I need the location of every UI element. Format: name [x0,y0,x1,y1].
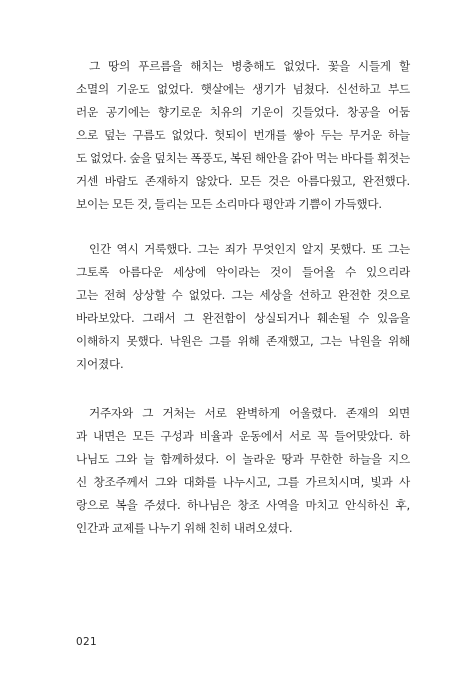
paragraph-line: 소멸의 기운도 없었다. 햇살에는 생기가 넘쳤다. 신선하고 부드 [76,82,410,96]
paragraph-line: 나님도 그와 늘 함께하셨다. 이 놀라운 땅과 무한한 하늘을 지으 [76,452,410,466]
paragraph-line: 랑으로 복을 주셨다. 하나님은 창조 사역을 마치고 안식하신 후, [76,498,410,512]
paragraph-line: 과 내면은 모든 구성과 비율과 운동에서 서로 꼭 들어맞았다. 하 [76,429,410,443]
paragraph-3 [76,402,410,540]
paragraph-line: 그 땅의 푸르름을 해치는 병충해도 없었다. 꽃을 시들게 할 [89,59,410,73]
paragraph-line: 신 창조주께서 그와 대화를 나누시고, 그를 가르치시며, 빛과 사 [76,475,410,489]
paragraph-line: 그토록 아름다운 세상에 악이라는 것이 들어올 수 있으리라 [76,265,410,279]
page-number: 021 [76,636,97,648]
paragraph-line: 거주자와 그 거처는 서로 완벽하게 어울렸다. 존재의 외면 [89,406,410,420]
paragraph-line: 인간 역시 거룩했다. 그는 죄가 무엇인지 알지 못했다. 또 그는 [89,242,410,256]
paragraph-1 [76,55,410,216]
paragraph-line: 바라보았다. 그래서 그 완전함이 상실되거나 훼손될 수 있음을 [76,311,410,325]
paragraph-line: 도 없었다. 숲을 덮치는 폭풍도, 복된 해안을 갉아 먹는 바다를 휘젓는 [76,151,410,165]
paragraph-line: 인간과 교제를 나누기 위해 친히 내려오셨다. [76,521,293,535]
paragraph-line: 고는 전혀 상상할 수 없었다. 그는 세상을 선하고 완전한 것으로 [76,288,410,302]
paragraph-line: 거센 바람도 존재하지 않았다. 모든 것은 아름다웠고, 완전했다. [76,174,410,188]
paragraph-line: 러운 공기에는 향기로운 치유의 기운이 깃들었다. 창공을 어둠 [76,105,410,119]
paragraph-line: 으로 덮는 구름도 없었다. 헛되이 번개를 쌓아 두는 무거운 하늘 [76,128,410,142]
paragraph-line: 이해하지 못했다. 낙원은 그를 위해 존재했고, 그는 낙원을 위해 [76,334,410,348]
paragraph-2 [76,238,410,376]
paragraph-line: 보이는 모든 것, 들리는 모든 소리마다 평안과 기쁨이 가득했다. [76,197,382,211]
paragraph-line: 지어졌다. [76,357,124,371]
